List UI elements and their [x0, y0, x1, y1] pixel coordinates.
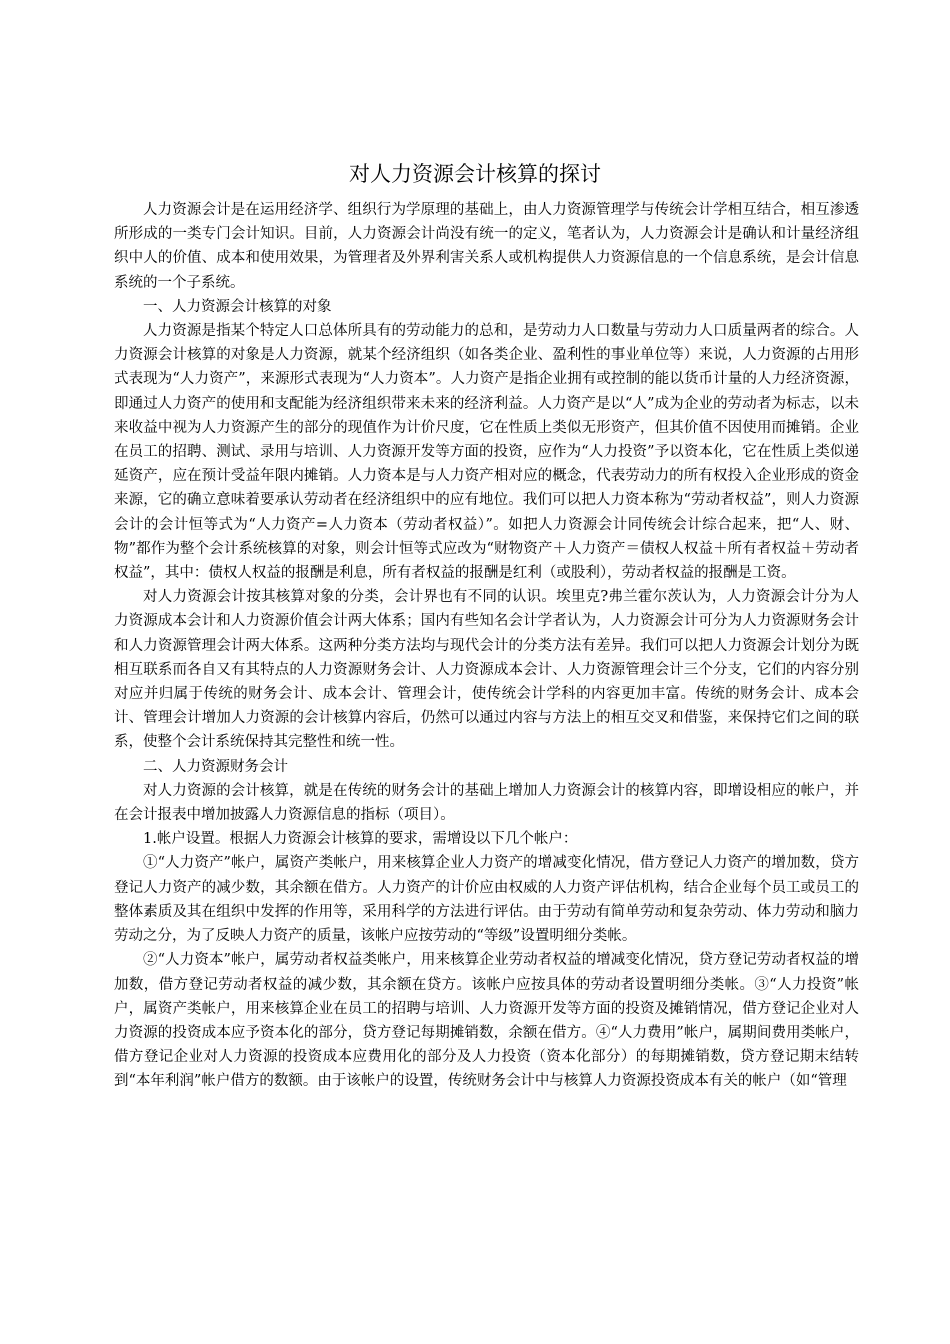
document-body	[114, 198, 859, 1094]
paragraph-account-setup: 1.帐户设置。根据人力资源会计核算的要求，需增设以下几个帐户：	[143, 831, 578, 848]
document-title: 对人力资源会计核算的探讨	[349, 162, 601, 186]
paragraph-human-resources: 人力资源是指某个特定人口总体所具有的劳动能力的总和，是劳动力人口数量与劳动力人口质量两者的综合。人力资源会计核算的对象是人力资源，就某个经济组织（如各类企业、盈利性的事业单位等）来说，人力资源的占用形式表现为“人力资产”，来源形式表现为“人力资本”。人力资产是指企业拥有或控制的能以货币计量的人力经济资源，即通过人力资产的使用和支配能为经济组织带来未来的经济利益。人力资产是以“人”成为企业的劳动者为标志，以未来收益中视为人力资源产生的部分的现值作为计价尺度，它在性质上类似无形资产，但其价值不因使用而摊销。企业在员工的招聘、测试、录用与培训、人力资源开发等方面的投资，应作为“人力投资”予以资本化，它在性质上类似递延资产，应在预计受益年限内摊销。人力资本是与人力资产相对应的概念，代表劳动力的所有权投入企业形成的资金来源，它的确立意味着要承认劳动者在经济组织中的应有地位。我们可以把人力资本称为“劳动者权益”，则人力资源会计的会计恒等式为“人力资产=人力资本（劳动者权益）”。如把人力资源会计同传统会计综合起来，把“人、财、物”都作为整个会计系统核算的对象，则会计恒等式应改为“财物资产＋人力资产＝债权人权益＋所有者权益＋劳动者权益”，其中：债权人权益的报酬是利息，所有者权益的报酬是红利（或股利），劳动者权益的报酬是工资。	[114, 323, 859, 582]
section-heading-2: 二、人力资源财务会计	[143, 758, 288, 775]
paragraph-financial-accounting: 对人力资源的会计核算，就是在传统的财务会计的基础上增加人力资源会计的核算内容，即增设相应的帐户，并在会计报表中增加披露人力资源信息的指标（项目）。	[114, 782, 859, 824]
section-heading-1: 一、人力资源会计核算的对象	[143, 298, 332, 315]
paragraph-account-human-assets: ①“人力资产”帐户，属资产类帐户，用来核算企业人力资产的增减变化情况，借方登记人力资产的增加数，贷方登记人力资产的减少数，其余额在借方。人力资产的计价应由权威的人力资产评估机构，结合企业每个员工或员工的整体素质及其在组织中发挥的作用等，采用科学的方法进行评估。由于劳动有简单劳动和复杂劳动、体力劳动和脑力劳动之分，为了反映人力资产的质量，该帐户应按劳动的“等级”设置明细分类帐。	[114, 855, 859, 945]
paragraph-account-human-capital: ②“人力资本”帐户，属劳动者权益类帐户，用来核算企业劳动者权益的增减变化情况，贷方登记劳动者权益的增加数，借方登记劳动者权益的减少数，其余额在贷方。该帐户应按具体的劳动者设置明细分类帐。③“人力投资”帐户，属资产类帐户，用来核算企业在员工的招聘与培训、人力资源开发等方面的投资及摊销情况，借方登记企业对人力资源的投资成本应予资本化的部分，贷方登记每期摊销数，余额在借方。④“人力费用”帐户，属期间费用类帐户，借方登记企业对人力资源的投资成本应费用化的部分及人力投资（资本化部分）的每期摊销数，贷方登记期末结转到“本年利润”帐户借方的数额。由于该帐户的设置，传统财务会计中与核算人力资源投资成本有关的帐户（如“管理	[114, 952, 859, 1090]
paragraph-intro: 人力资源会计是在运用经济学、组织行为学原理的基础上，由人力资源管理学与传统会计学相互结合，相互渗透所形成的一类专门会计知识。目前，人力资源会计尚没有统一的定义，笔者认为，人力资源会计是确认和计量经济组织中人的价值、成本和使用效果，为管理者及外界利害关系人或机构提供人力资源信息的一个信息系统，是会计信息系统的一个子系统。	[114, 202, 859, 291]
paragraph-classification: 对人力资源会计按其核算对象的分类，会计界也有不同的认识。埃里克?弗兰霍尔茨认为，人力资源会计分为人力资源成本会计和人力资源价值会计两大体系；国内有些知名会计学者认为，人力资源会计可分为人力资源财务会计和人力资源管理会计两大体系。这两种分类方法均与现代会计的分类方法有差异。我们可以把人力资源会计划分为既相互联系而各自又有其特点的人力资源财务会计、人力资源成本会计、人力资源管理会计三个分支，它们的内容分别对应并归属于传统的财务会计、成本会计、管理会计，使传统会计学科的内容更加丰富。传统的财务会计、成本会计、管理会计增加人力资源的会计核算内容后，仍然可以通过内容与方法上的相互交叉和借鉴，来保持它们之间的联系，使整个会计系统保持其完整性和统一性。	[114, 589, 859, 751]
